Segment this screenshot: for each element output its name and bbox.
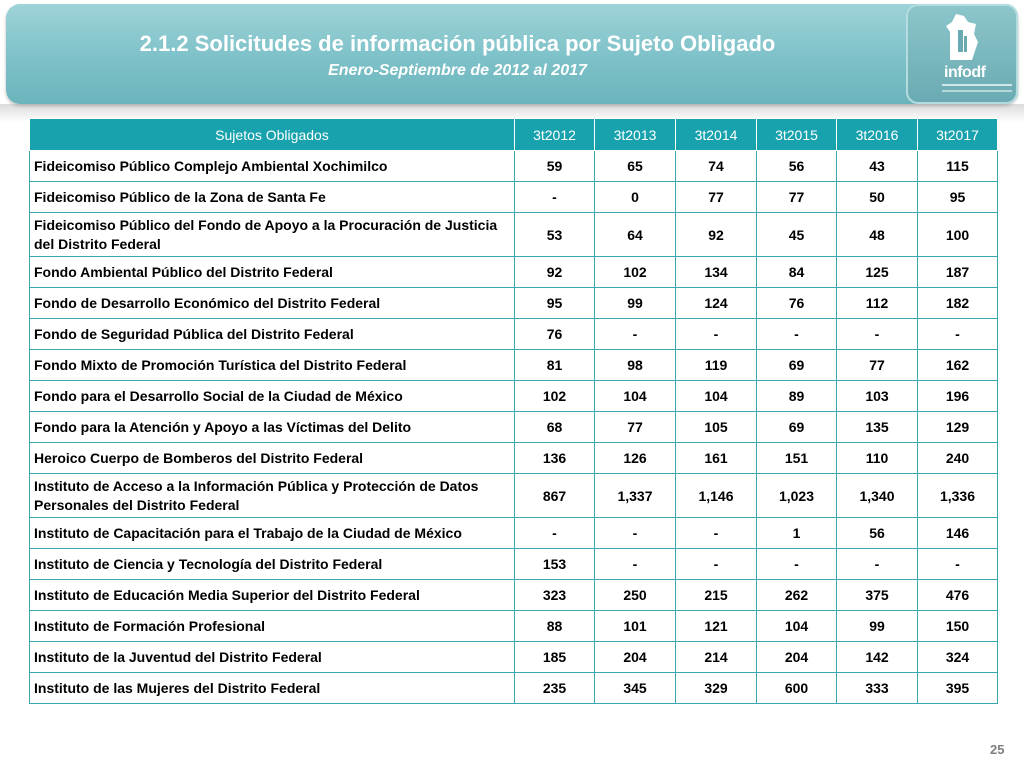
value-cell: 345 <box>595 673 676 704</box>
value-cell: 100 <box>918 213 998 257</box>
table-row <box>30 611 998 642</box>
table-row <box>30 443 998 474</box>
subject-name-cell: Fondo para el Desarrollo Social de la Ciudad de México <box>30 381 515 412</box>
column-header-subject: Sujetos Obligados <box>30 119 515 151</box>
value-cell: 50 <box>837 182 918 213</box>
value-cell: 134 <box>676 257 757 288</box>
value-cell: 135 <box>837 412 918 443</box>
table-row <box>30 412 998 443</box>
value-cell: 65 <box>595 151 676 182</box>
value-cell: 112 <box>837 288 918 319</box>
value-cell: 77 <box>676 182 757 213</box>
value-cell: 89 <box>757 381 837 412</box>
table-row <box>30 257 998 288</box>
value-cell: 150 <box>918 611 998 642</box>
subject-name-cell: Heroico Cuerpo de Bomberos del Distrito Federal <box>30 443 515 474</box>
value-cell: - <box>837 319 918 350</box>
value-cell: 104 <box>757 611 837 642</box>
value-cell: 56 <box>757 151 837 182</box>
column-header-year: 3t2016 <box>837 119 918 151</box>
value-cell: 84 <box>757 257 837 288</box>
column-header-year: 3t2015 <box>757 119 837 151</box>
value-cell: 162 <box>918 350 998 381</box>
value-cell: 235 <box>515 673 595 704</box>
value-cell: - <box>595 549 676 580</box>
page-number: 25 <box>990 742 1005 757</box>
value-cell: 333 <box>837 673 918 704</box>
value-cell: 76 <box>515 319 595 350</box>
value-cell: - <box>918 319 998 350</box>
value-cell: 214 <box>676 642 757 673</box>
page-title: 2.1.2 Solicitudes de información pública por Sujeto Obligado <box>139 31 776 56</box>
value-cell: 250 <box>595 580 676 611</box>
value-cell: 76 <box>757 288 837 319</box>
value-cell: 69 <box>757 412 837 443</box>
value-cell: 68 <box>515 412 595 443</box>
logo-caption-line <box>942 90 1012 92</box>
value-cell: 77 <box>595 412 676 443</box>
value-cell: 476 <box>918 580 998 611</box>
value-cell: - <box>595 319 676 350</box>
value-cell: 215 <box>676 580 757 611</box>
value-cell: 151 <box>757 443 837 474</box>
value-cell: 77 <box>757 182 837 213</box>
value-cell: 121 <box>676 611 757 642</box>
subject-name-cell: Fideicomiso Público Complejo Ambiental Xochimilco <box>30 151 515 182</box>
value-cell: 187 <box>918 257 998 288</box>
value-cell: 119 <box>676 350 757 381</box>
subject-name-cell: Instituto de Acceso a la Información Pública y Protección de Datos Personales del Distrito Federal <box>30 474 515 518</box>
table-row <box>30 642 998 673</box>
value-cell: 161 <box>676 443 757 474</box>
table-row <box>30 182 998 213</box>
subject-name-cell: Instituto de Formación Profesional <box>30 611 515 642</box>
value-cell: - <box>676 518 757 549</box>
table-row <box>30 213 998 257</box>
value-cell: - <box>757 319 837 350</box>
data-table <box>29 118 998 704</box>
value-cell: 102 <box>515 381 595 412</box>
value-cell: 1,336 <box>918 474 998 518</box>
value-cell: 101 <box>595 611 676 642</box>
value-cell: 102 <box>595 257 676 288</box>
value-cell: 867 <box>515 474 595 518</box>
value-cell: 329 <box>676 673 757 704</box>
value-cell: 56 <box>837 518 918 549</box>
table-row <box>30 580 998 611</box>
column-header-year: 3t2013 <box>595 119 676 151</box>
value-cell: 125 <box>837 257 918 288</box>
value-cell: 95 <box>918 182 998 213</box>
value-cell: 115 <box>918 151 998 182</box>
value-cell: 104 <box>676 381 757 412</box>
subject-name-cell: Instituto de Capacitación para el Trabajo de la Ciudad de México <box>30 518 515 549</box>
value-cell: 77 <box>837 350 918 381</box>
value-cell: 129 <box>918 412 998 443</box>
subject-name-cell: Instituto de la Juventud del Distrito Federal <box>30 642 515 673</box>
value-cell: 103 <box>837 381 918 412</box>
value-cell: 126 <box>595 443 676 474</box>
value-cell: 1,023 <box>757 474 837 518</box>
value-cell: 64 <box>595 213 676 257</box>
page-subtitle: Enero-Septiembre de 2012 al 2017 <box>328 62 587 79</box>
subject-name-cell: Fondo Mixto de Promoción Turística del Distrito Federal <box>30 350 515 381</box>
value-cell: 182 <box>918 288 998 319</box>
value-cell: - <box>676 549 757 580</box>
value-cell: 59 <box>515 151 595 182</box>
value-cell: 105 <box>676 412 757 443</box>
value-cell: 1 <box>757 518 837 549</box>
value-cell: 88 <box>515 611 595 642</box>
value-cell: 53 <box>515 213 595 257</box>
monument-icon <box>942 12 982 62</box>
value-cell: 69 <box>757 350 837 381</box>
table-row <box>30 151 998 182</box>
table-row <box>30 518 998 549</box>
value-cell: 142 <box>837 642 918 673</box>
value-cell: 1,337 <box>595 474 676 518</box>
subject-name-cell: Fideicomiso Público del Fondo de Apoyo a la Procuración de Justicia del Distrito Federal <box>30 213 515 257</box>
table-row <box>30 381 998 412</box>
value-cell: - <box>515 518 595 549</box>
value-cell: 98 <box>595 350 676 381</box>
value-cell: 81 <box>515 350 595 381</box>
subject-name-cell: Fideicomiso Público de la Zona de Santa Fe <box>30 182 515 213</box>
table-header-row <box>30 119 998 151</box>
value-cell: 110 <box>837 443 918 474</box>
table-row <box>30 673 998 704</box>
subject-name-cell: Instituto de las Mujeres del Distrito Federal <box>30 673 515 704</box>
subject-name-cell: Fondo de Desarrollo Económico del Distrito Federal <box>30 288 515 319</box>
table-row <box>30 288 998 319</box>
table-row <box>30 549 998 580</box>
value-cell: 600 <box>757 673 837 704</box>
column-header-year: 3t2012 <box>515 119 595 151</box>
value-cell: 395 <box>918 673 998 704</box>
logo-text: infodf <box>944 64 986 81</box>
logo-caption-line <box>942 84 1012 86</box>
value-cell: 153 <box>515 549 595 580</box>
value-cell: - <box>757 549 837 580</box>
subject-name-cell: Instituto de Ciencia y Tecnología del Distrito Federal <box>30 549 515 580</box>
value-cell: 204 <box>595 642 676 673</box>
subject-name-cell: Instituto de Educación Media Superior del Distrito Federal <box>30 580 515 611</box>
value-cell: 146 <box>918 518 998 549</box>
value-cell: - <box>918 549 998 580</box>
column-header-year: 3t2014 <box>676 119 757 151</box>
value-cell: 196 <box>918 381 998 412</box>
table-row <box>30 350 998 381</box>
value-cell: - <box>837 549 918 580</box>
subject-name-cell: Fondo de Seguridad Pública del Distrito Federal <box>30 319 515 350</box>
value-cell: 99 <box>837 611 918 642</box>
value-cell: 74 <box>676 151 757 182</box>
value-cell: 136 <box>515 443 595 474</box>
value-cell: 95 <box>515 288 595 319</box>
value-cell: 1,340 <box>837 474 918 518</box>
value-cell: 48 <box>837 213 918 257</box>
value-cell: 262 <box>757 580 837 611</box>
value-cell: 240 <box>918 443 998 474</box>
value-cell: 92 <box>515 257 595 288</box>
subject-name-cell: Fondo para la Atención y Apoyo a las Víctimas del Delito <box>30 412 515 443</box>
value-cell: 375 <box>837 580 918 611</box>
value-cell: - <box>595 518 676 549</box>
value-cell: 204 <box>757 642 837 673</box>
value-cell: - <box>515 182 595 213</box>
value-cell: 1,146 <box>676 474 757 518</box>
value-cell: 104 <box>595 381 676 412</box>
value-cell: 43 <box>837 151 918 182</box>
value-cell: 124 <box>676 288 757 319</box>
infodf-logo <box>906 4 1018 104</box>
column-header-year: 3t2017 <box>918 119 998 151</box>
value-cell: 92 <box>676 213 757 257</box>
value-cell: 45 <box>757 213 837 257</box>
value-cell: 324 <box>918 642 998 673</box>
value-cell: 0 <box>595 182 676 213</box>
table-row <box>30 319 998 350</box>
value-cell: - <box>676 319 757 350</box>
table-row <box>30 474 998 518</box>
subject-name-cell: Fondo Ambiental Público del Distrito Federal <box>30 257 515 288</box>
value-cell: 99 <box>595 288 676 319</box>
value-cell: 185 <box>515 642 595 673</box>
value-cell: 323 <box>515 580 595 611</box>
